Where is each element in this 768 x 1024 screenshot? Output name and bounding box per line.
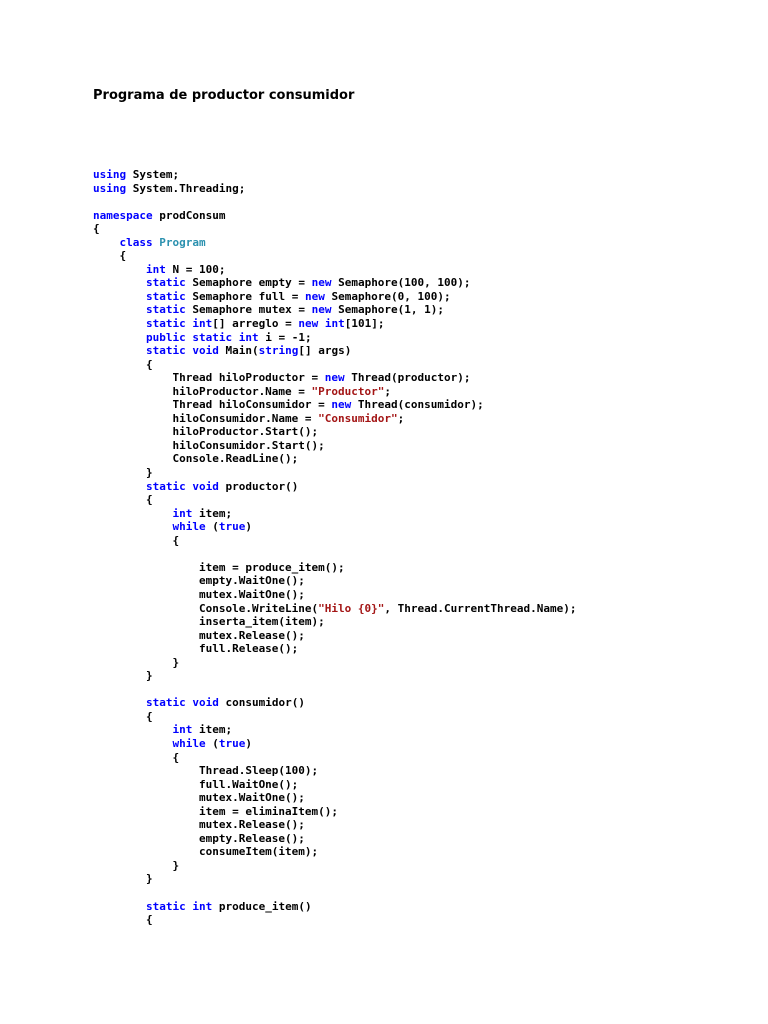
code-text: N = 100; xyxy=(165,262,226,276)
code-keyword: static xyxy=(145,276,186,290)
code-keyword: true xyxy=(218,520,246,534)
code-keyword: int xyxy=(172,506,193,520)
code-text: } xyxy=(93,858,180,872)
code-text: consumeItem(item); xyxy=(93,845,319,859)
code-text: } xyxy=(93,655,180,669)
code-text xyxy=(93,900,146,913)
code-line xyxy=(93,303,576,317)
code-keyword: int xyxy=(192,899,213,913)
code-keyword: int xyxy=(172,723,193,737)
code-text xyxy=(93,276,146,289)
code-text: { xyxy=(93,249,127,263)
code-keyword: static xyxy=(145,317,186,331)
code-text: System; xyxy=(126,168,180,181)
code-line xyxy=(93,425,576,439)
code-text: Thread.Sleep(100); xyxy=(93,764,319,778)
code-line xyxy=(93,182,576,196)
code-text: Semaphore(0, 100); xyxy=(324,289,451,303)
code-line xyxy=(93,818,576,832)
code-text: full.WaitOne(); xyxy=(93,777,299,791)
code-line xyxy=(93,168,576,182)
code-line xyxy=(93,737,576,751)
code-text: ( xyxy=(205,736,219,750)
code-text: consumidor() xyxy=(218,696,305,710)
code-line xyxy=(93,236,576,250)
code-keyword: int xyxy=(324,317,345,331)
code-line xyxy=(93,574,576,588)
code-line xyxy=(93,466,576,480)
code-line xyxy=(93,588,576,602)
code-text: { xyxy=(93,533,180,547)
code-text: System.Threading; xyxy=(126,181,246,195)
code-line xyxy=(93,276,576,290)
code-text: item; xyxy=(192,506,233,520)
code-keyword: void xyxy=(192,696,219,710)
code-text xyxy=(93,303,146,316)
code-keyword: new xyxy=(311,303,332,317)
code-text: mutex.Release(); xyxy=(93,628,305,642)
code-text xyxy=(93,344,146,357)
code-text: { xyxy=(93,493,153,507)
code-keyword: void xyxy=(192,479,219,493)
code-line xyxy=(93,900,576,914)
code-keyword: string xyxy=(258,344,299,358)
code-text: Thread hiloConsumidor = xyxy=(93,398,332,412)
code-line xyxy=(93,358,576,372)
code-text: i = -1; xyxy=(258,330,312,344)
code-text: productor() xyxy=(218,479,299,493)
code-type-name: Program xyxy=(159,235,206,249)
code-text: ) xyxy=(245,520,252,534)
code-line xyxy=(93,249,576,263)
code-line xyxy=(93,520,576,534)
code-text: [101]; xyxy=(344,317,385,331)
code-line xyxy=(93,561,576,575)
code-text: item = produce_item(); xyxy=(93,560,345,574)
code-text: hiloProductor.Start(); xyxy=(93,425,319,439)
code-keyword: int xyxy=(238,330,259,344)
code-text: Thread(consumidor); xyxy=(351,398,484,412)
code-keyword: int xyxy=(145,262,166,276)
code-text: Semaphore(1, 1); xyxy=(331,303,445,317)
code-line xyxy=(93,290,576,304)
code-text: Console.ReadLine(); xyxy=(93,452,299,466)
code-line xyxy=(93,493,576,507)
code-line xyxy=(93,209,576,223)
code-keyword: new xyxy=(311,276,332,290)
code-line xyxy=(93,642,576,656)
code-line xyxy=(93,832,576,846)
code-line xyxy=(93,263,576,277)
code-text: [] args) xyxy=(298,344,352,358)
code-text: Console.WriteLine( xyxy=(93,601,319,615)
code-text xyxy=(93,723,172,736)
code-line xyxy=(93,805,576,819)
code-line xyxy=(93,723,576,737)
code-text: empty.Release(); xyxy=(93,831,305,845)
code-text: produce_item() xyxy=(212,899,312,913)
code-text: Semaphore full = xyxy=(185,289,305,303)
code-text: Main( xyxy=(218,344,259,358)
document-title: Programa de productor consumidor xyxy=(93,88,355,103)
code-text: { xyxy=(93,222,100,236)
code-text: empty.WaitOne(); xyxy=(93,574,305,588)
code-keyword: true xyxy=(218,736,246,750)
code-line xyxy=(93,764,576,778)
code-text xyxy=(93,480,146,493)
code-text: ) xyxy=(245,736,252,750)
code-text: [] arreglo = xyxy=(212,317,299,331)
code-line xyxy=(93,845,576,859)
code-text: } xyxy=(93,669,153,683)
code-text: Thread(productor); xyxy=(344,371,471,385)
code-line xyxy=(93,344,576,358)
code-text: ; xyxy=(397,411,405,425)
code-line xyxy=(93,615,576,629)
code-text: } xyxy=(93,466,153,480)
code-text: mutex.WaitOne(); xyxy=(93,587,305,601)
code-text xyxy=(93,236,120,249)
code-text xyxy=(93,507,172,520)
code-line xyxy=(93,480,576,494)
code-keyword: static xyxy=(145,479,186,493)
code-text: mutex.Release(); xyxy=(93,818,305,832)
code-keyword: class xyxy=(119,235,153,249)
code-text: } xyxy=(93,872,153,886)
code-line xyxy=(93,452,576,466)
code-line xyxy=(93,195,576,209)
code-line xyxy=(93,371,576,385)
code-keyword: new xyxy=(324,371,345,385)
code-text xyxy=(318,317,325,330)
code-keyword: new xyxy=(298,317,319,331)
code-text: hiloProductor.Name = xyxy=(93,384,312,398)
code-keyword: int xyxy=(192,317,213,331)
code-line xyxy=(93,439,576,453)
code-line xyxy=(93,331,576,345)
code-keyword: static xyxy=(145,303,186,317)
code-text: { xyxy=(93,913,153,927)
code-text: item; xyxy=(192,723,233,737)
code-line xyxy=(93,710,576,724)
code-line xyxy=(93,872,576,886)
code-string: "Consumidor" xyxy=(318,411,398,425)
code-keyword: static xyxy=(145,344,186,358)
code-line xyxy=(93,791,576,805)
code-line xyxy=(93,398,576,412)
code-text: item = eliminaItem(); xyxy=(93,804,339,818)
code-text: { xyxy=(93,750,180,764)
code-keyword: static xyxy=(145,696,186,710)
code-text xyxy=(93,696,146,709)
code-text: prodConsum xyxy=(152,208,226,222)
code-line xyxy=(93,222,576,236)
code-text xyxy=(93,331,146,344)
code-line xyxy=(93,669,576,683)
code-keyword: void xyxy=(192,344,219,358)
code-text: { xyxy=(93,709,153,723)
code-text: ( xyxy=(205,520,219,534)
code-keyword: namespace xyxy=(93,208,153,222)
code-line xyxy=(93,507,576,521)
code-keyword: using xyxy=(93,181,127,195)
code-text: mutex.WaitOne(); xyxy=(93,791,305,805)
code-keyword: while xyxy=(172,520,206,534)
code-text: , Thread.CurrentThread.Name); xyxy=(384,601,577,615)
code-line xyxy=(93,412,576,426)
code-text: Semaphore empty = xyxy=(185,276,312,290)
code-string: "Hilo {0}" xyxy=(318,601,385,615)
code-line xyxy=(93,317,576,331)
code-keyword: new xyxy=(304,289,325,303)
code-line xyxy=(93,778,576,792)
code-text xyxy=(93,290,146,303)
code-line xyxy=(93,656,576,670)
code-keyword: public xyxy=(145,330,186,344)
code-line xyxy=(93,696,576,710)
code-text: Thread hiloProductor = xyxy=(93,371,325,385)
code-line xyxy=(93,534,576,548)
code-line xyxy=(93,683,576,697)
code-text: Semaphore mutex = xyxy=(185,303,312,317)
code-keyword: while xyxy=(172,736,206,750)
code-text: hiloConsumidor.Start(); xyxy=(93,438,325,452)
code-string: "Productor" xyxy=(311,384,385,398)
code-text xyxy=(93,263,146,276)
code-text: hiloConsumidor.Name = xyxy=(93,411,319,425)
code-keyword: static xyxy=(145,289,186,303)
code-text xyxy=(93,317,146,330)
code-line xyxy=(93,602,576,616)
code-text xyxy=(93,520,172,533)
code-line xyxy=(93,859,576,873)
code-text: ; xyxy=(384,384,392,398)
code-keyword: static xyxy=(192,330,233,344)
code-listing xyxy=(93,168,576,927)
code-text: inserta_item(item); xyxy=(93,615,325,629)
code-text: Semaphore(100, 100); xyxy=(331,276,471,290)
code-line xyxy=(93,385,576,399)
code-keyword: static xyxy=(145,899,186,913)
code-line xyxy=(93,751,576,765)
code-line xyxy=(93,629,576,643)
code-text: full.Release(); xyxy=(93,642,299,656)
code-text: { xyxy=(93,357,153,371)
code-text xyxy=(93,737,172,750)
code-line xyxy=(93,886,576,900)
code-line xyxy=(93,913,576,927)
code-keyword: using xyxy=(93,168,127,181)
code-text xyxy=(232,331,239,344)
code-keyword: new xyxy=(331,398,352,412)
code-line xyxy=(93,547,576,561)
